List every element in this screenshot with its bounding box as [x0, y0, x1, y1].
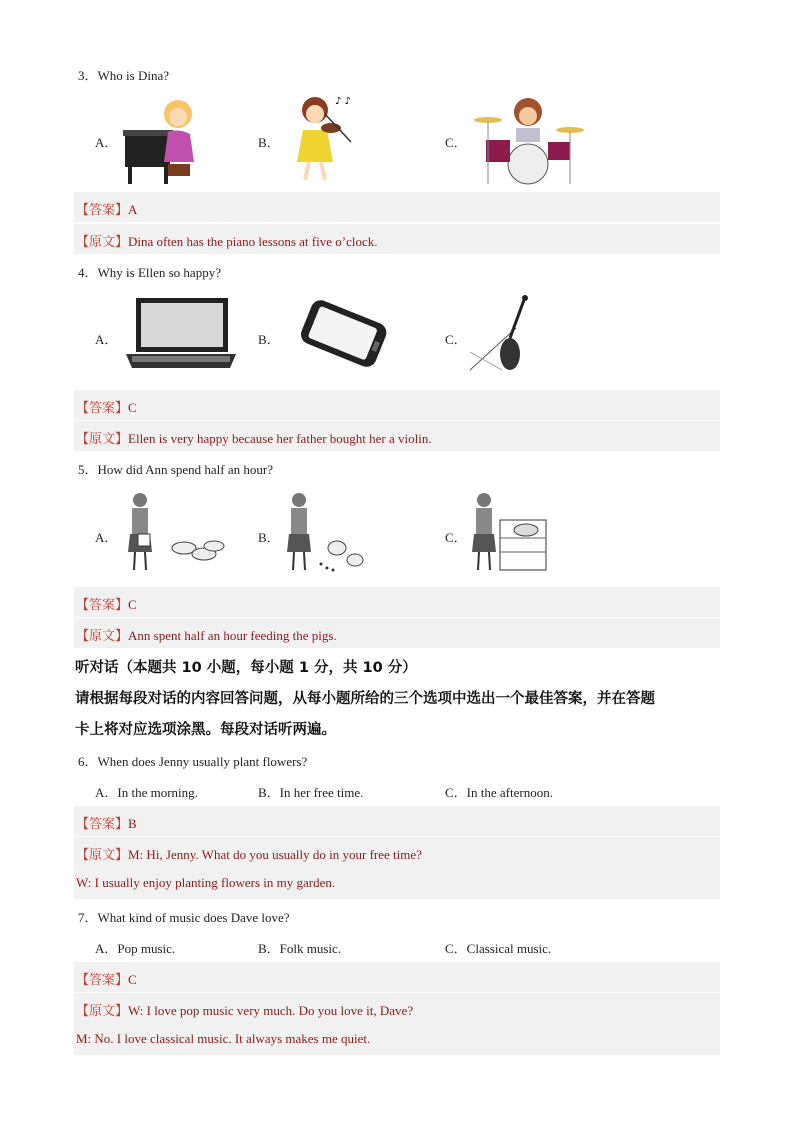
girl-drums-image	[470, 92, 590, 187]
phone-image	[285, 290, 400, 380]
q7-answer: C	[128, 972, 137, 987]
q4-answer: C	[128, 400, 137, 415]
girl-piano-image	[120, 92, 205, 187]
svg-text:♪ ♪: ♪ ♪	[335, 96, 351, 107]
q4-answer-bar	[74, 390, 720, 420]
q7-option-b: B．Folk music.	[258, 941, 342, 956]
violin-image	[466, 292, 546, 377]
q6-source-text-line2: W: I usually enjoy planting flowers in my garden.	[76, 875, 336, 890]
girl-violin-image	[285, 92, 360, 187]
q5-option-c-label: C．	[445, 530, 467, 545]
q7-source-bar	[74, 993, 720, 1055]
q5-source-text: Ann spent half an hour feeding the pigs.	[128, 628, 337, 643]
q6-answer-bar	[74, 806, 720, 836]
woman-feeding-pigs-image	[466, 490, 550, 575]
q3-source-bar	[74, 224, 720, 254]
q7-option-a: A．Pop music.	[95, 941, 176, 956]
woman-feeding-ducks-image	[122, 490, 230, 575]
q3-option-c-label: C．	[445, 135, 467, 150]
q7-source-text: W: I love pop music very much. Do you love it, Dave?	[128, 1003, 414, 1018]
answer-tag: 【答案】	[76, 203, 129, 218]
question-3-text: 3．Who is Dina?	[78, 68, 169, 83]
section-instruction-line2: 卡上将对应选项涂黑。每段对话听两遍。	[75, 722, 336, 738]
q6-source-text: M: Hi, Jenny. What do you usually do in your free time?	[128, 847, 422, 862]
q6-answer: B	[128, 816, 137, 831]
laptop-image	[122, 296, 240, 371]
source-tag: 【原文】	[76, 629, 129, 644]
source-tag: 【原文】	[76, 848, 129, 863]
source-tag: 【原文】	[76, 235, 129, 250]
q4-source-text: Ellen is very happy because her father bought her a violin.	[128, 431, 432, 446]
section-title: 听对话（本题共 10 小题，每小题 1 分，共 10 分）	[75, 660, 417, 676]
q7-option-c: C．Classical music.	[445, 941, 552, 956]
q5-source-bar	[74, 618, 720, 648]
source-tag: 【原文】	[76, 432, 129, 447]
question-6-text: 6．When does Jenny usually plant flowers?	[78, 754, 308, 769]
q5-answer: C	[128, 597, 137, 612]
q3-option-a-label: A．	[95, 135, 118, 150]
answer-tag: 【答案】	[76, 817, 129, 832]
q4-option-a-label: A．	[95, 332, 118, 347]
q6-option-c: C．In the afternoon.	[445, 785, 553, 800]
q4-source-bar	[74, 421, 720, 451]
q3-option-b-label: B．	[258, 135, 280, 150]
q7-answer-bar	[74, 962, 720, 992]
woman-feeding-chickens-image	[283, 490, 383, 580]
q5-option-a-label: A．	[95, 530, 118, 545]
q5-option-b-label: B．	[258, 530, 280, 545]
answer-tag: 【答案】	[76, 973, 129, 988]
q4-option-b-label: B．	[258, 332, 280, 347]
source-tag: 【原文】	[76, 1004, 129, 1019]
question-4-text: 4．Why is Ellen so happy?	[78, 265, 221, 280]
section-instruction-line1: 请根据每段对话的内容回答问题，从每小题所给的三个选项中选出一个最佳答案，并在答题	[75, 691, 655, 707]
q3-source-text: Dina often has the piano lessons at five o’clock.	[128, 234, 378, 249]
q6-option-a: A．In the morning.	[95, 785, 198, 800]
q6-source-bar	[74, 837, 720, 899]
answer-tag: 【答案】	[76, 598, 129, 613]
question-7-text: 7．What kind of music does Dave love?	[78, 910, 290, 925]
q3-answer: A	[128, 202, 138, 217]
q3-answer-bar	[74, 192, 720, 222]
q5-answer-bar	[74, 587, 720, 617]
q7-source-text-line2: M: No. I love classical music. It always makes me quiet.	[76, 1031, 371, 1046]
q4-option-c-label: C．	[445, 332, 467, 347]
question-5-text: 5．How did Ann spend half an hour?	[78, 462, 273, 477]
answer-tag: 【答案】	[76, 401, 129, 416]
q6-option-b: B．In her free time.	[258, 785, 364, 800]
